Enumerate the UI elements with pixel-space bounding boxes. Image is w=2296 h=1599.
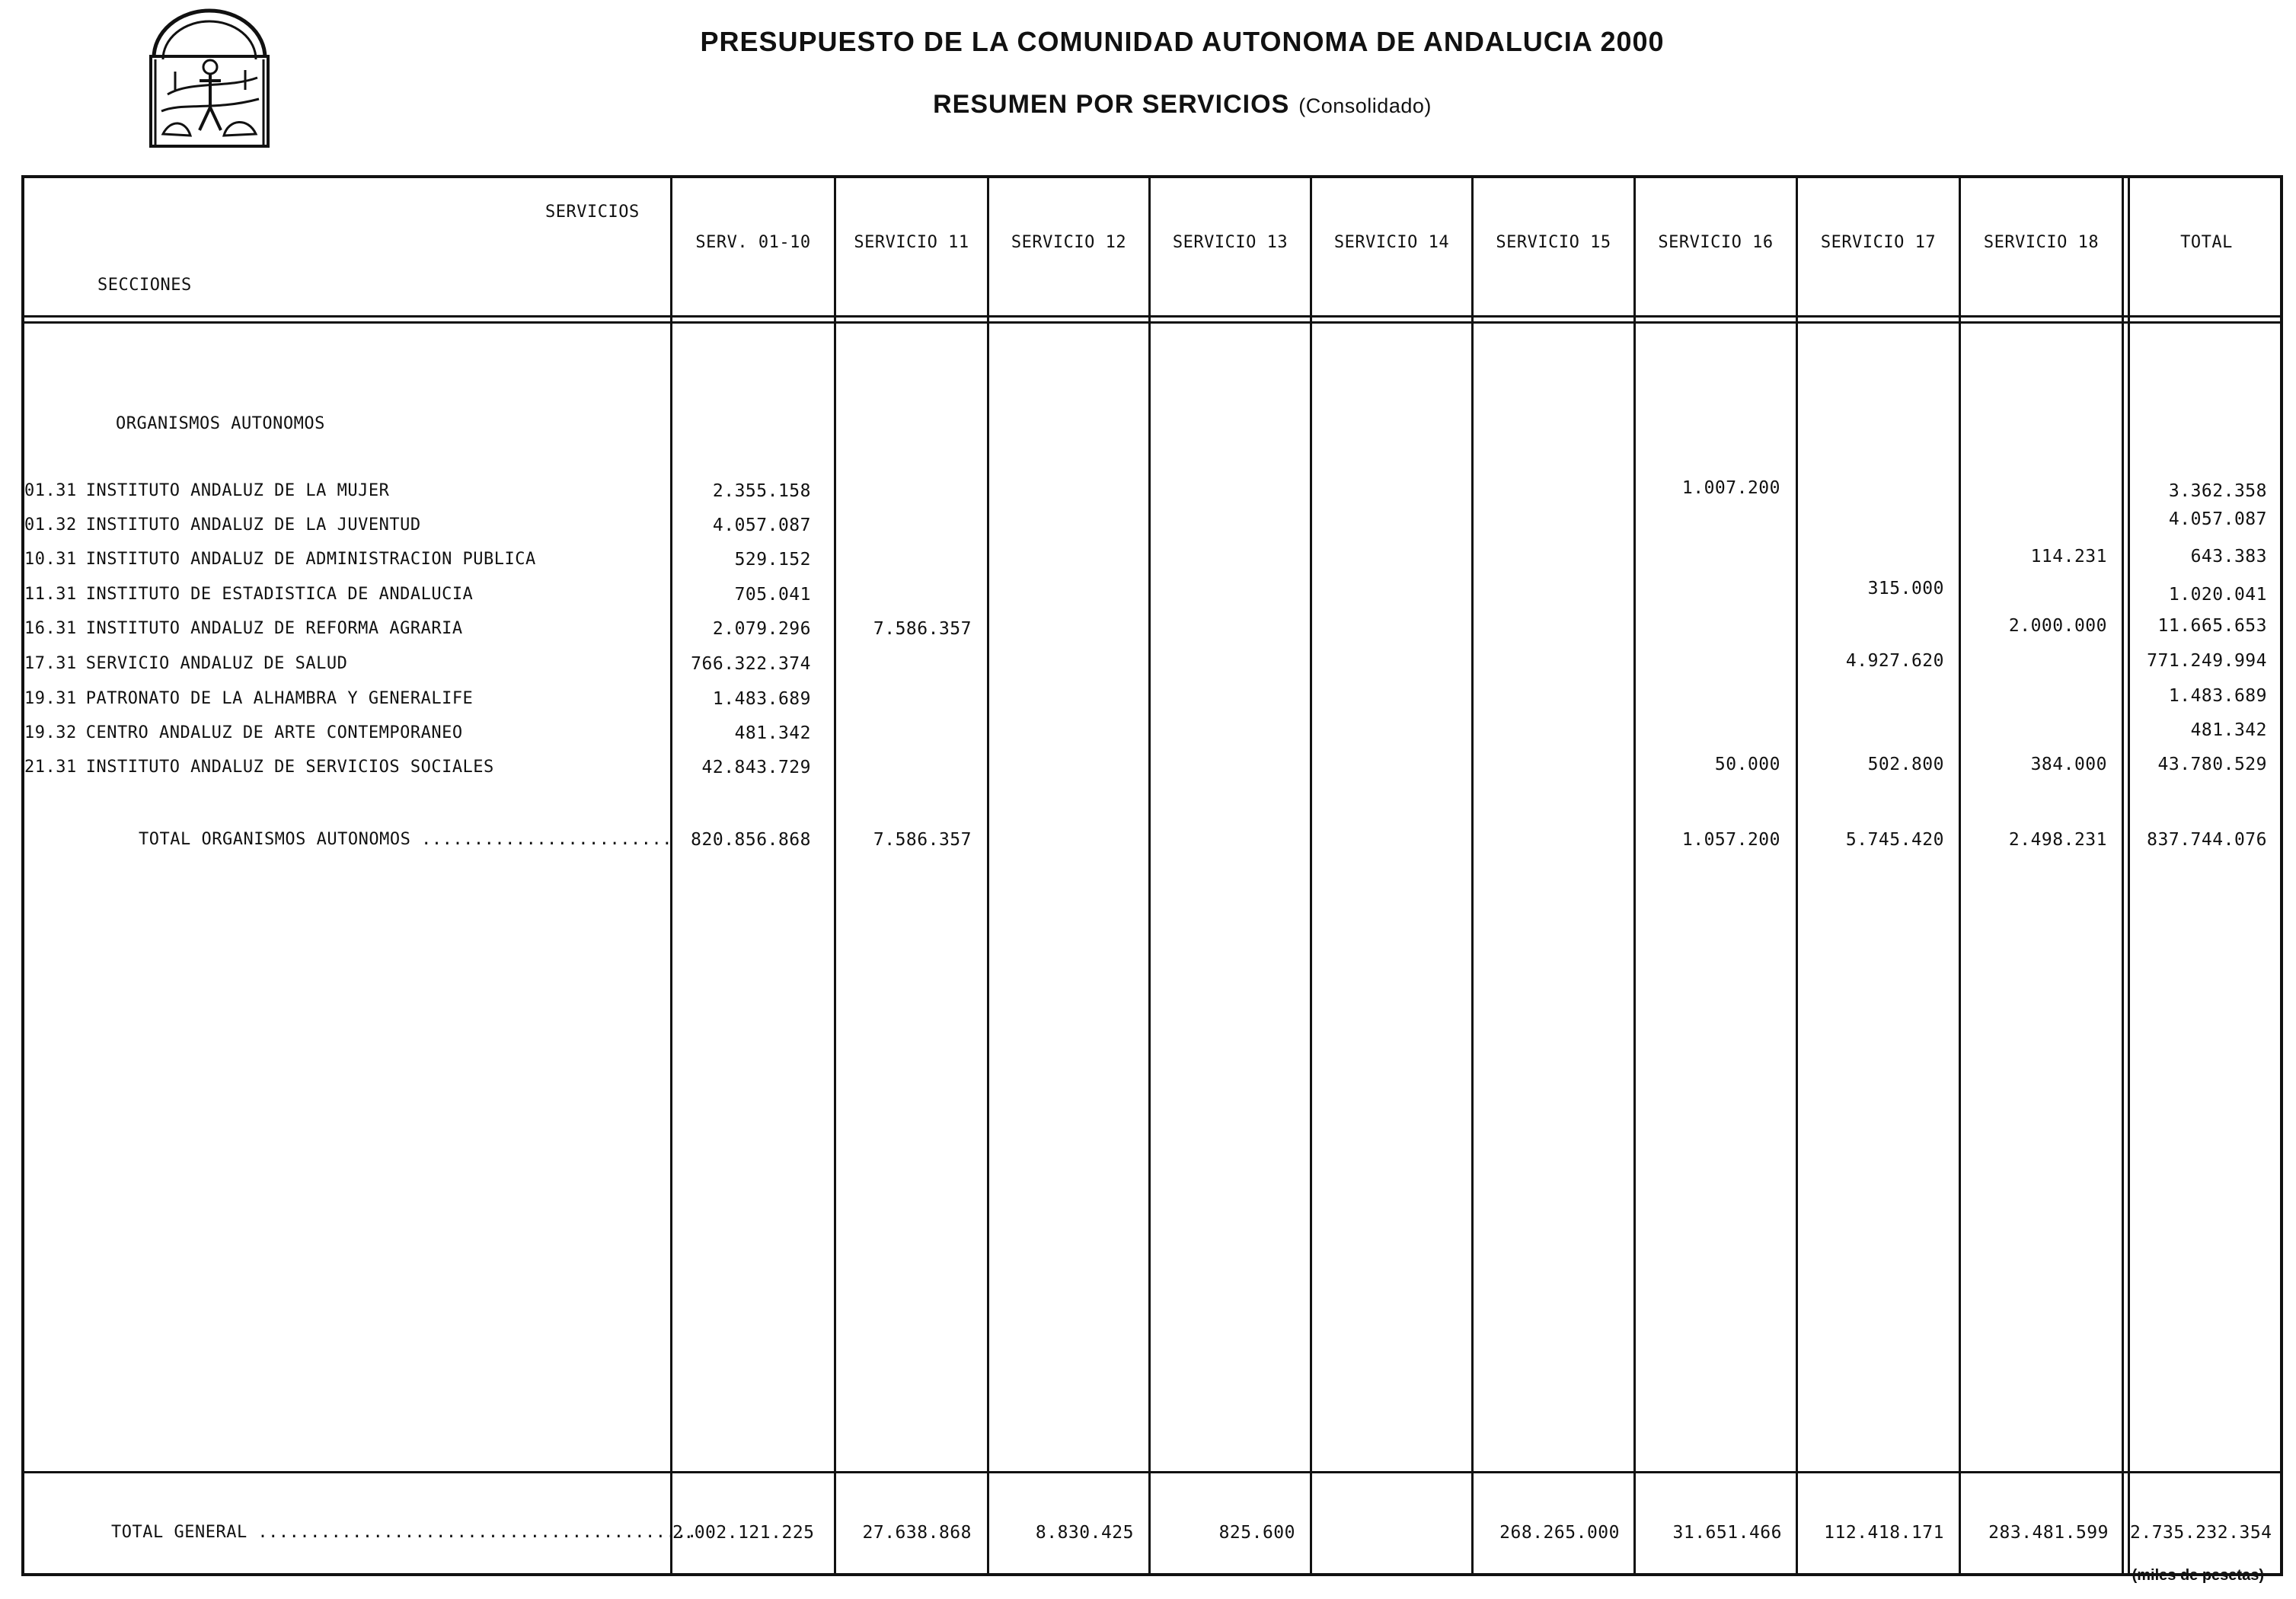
cell-value: 502.800 xyxy=(1867,755,1944,774)
row-code: 17.31 xyxy=(24,654,77,673)
cell-value: 31.651.466 xyxy=(1672,1523,1782,1543)
row-name: INSTITUTO ANDALUZ DE LA JUVENTUD xyxy=(85,515,421,535)
row-label xyxy=(24,585,473,604)
cell-value: 2.079.296 xyxy=(712,619,811,639)
cell-value: 2.498.231 xyxy=(2008,830,2107,850)
table-row xyxy=(0,755,2296,788)
table-row xyxy=(0,686,2296,720)
grand-total-label: TOTAL GENERAL .......................................... xyxy=(111,1523,698,1542)
cell-value: 315.000 xyxy=(1867,579,1944,598)
subtitle-text: RESUMEN POR SERVICIOS xyxy=(933,90,1290,119)
column-header: SERVICIO 13 xyxy=(1172,233,1289,252)
col-divider xyxy=(834,175,836,1576)
row-name: INSTITUTO ANDALUZ DE LA MUJER xyxy=(85,481,390,500)
section-total-label: TOTAL ORGANISMOS AUTONOMOS ........................ xyxy=(139,830,673,849)
col-divider xyxy=(2122,175,2124,1576)
cell-value: 2.735.232.354 xyxy=(2130,1523,2272,1543)
table-row xyxy=(0,616,2296,649)
row-label xyxy=(24,723,463,742)
row-name: CENTRO ANDALUZ DE ARTE CONTEMPORANEO xyxy=(85,723,463,742)
cell-value: 114.231 xyxy=(2030,547,2107,567)
column-header: SERVICIO 16 xyxy=(1658,233,1774,252)
cell-value: 384.000 xyxy=(2030,755,2107,774)
row-code: 19.31 xyxy=(24,689,77,708)
cell-value: 825.600 xyxy=(1218,1523,1295,1543)
col-divider xyxy=(1796,175,1798,1576)
row-code: 01.32 xyxy=(24,515,77,535)
row-name: SERVICIO ANDALUZ DE SALUD xyxy=(85,654,348,673)
cell-value: 2.000.000 xyxy=(2008,616,2107,636)
column-header: SERVICIO 12 xyxy=(1011,233,1127,252)
section-total-row xyxy=(0,830,2296,860)
cell-value: 268.265.000 xyxy=(1499,1523,1620,1543)
column-header: TOTAL xyxy=(2180,233,2233,252)
total-rule xyxy=(21,1471,2283,1473)
cell-value: 4.057.087 xyxy=(2168,509,2267,529)
header-rule xyxy=(21,315,2283,318)
row-code: 19.32 xyxy=(24,723,77,742)
row-name: INSTITUTO ANDALUZ DE ADMINISTRACION PUBLICA xyxy=(85,550,536,569)
corner-label-secciones: SECCIONES xyxy=(97,276,192,295)
page-subtitle xyxy=(0,90,2296,120)
cell-value: 2.355.158 xyxy=(712,481,811,501)
row-label xyxy=(24,758,494,777)
cell-value: 112.418.171 xyxy=(1824,1523,1944,1543)
row-code: 16.31 xyxy=(24,619,77,638)
row-label xyxy=(24,654,347,673)
table-row xyxy=(0,651,2296,685)
table-row xyxy=(0,478,2296,512)
cell-value: 1.483.689 xyxy=(712,689,811,709)
col-divider xyxy=(987,175,989,1576)
table-row xyxy=(0,509,2296,546)
cell-value: 820.856.868 xyxy=(691,830,811,850)
cell-value: 283.481.599 xyxy=(1988,1523,2109,1543)
col-divider xyxy=(1959,175,1961,1576)
row-code: 01.31 xyxy=(24,481,77,500)
cell-value: 705.041 xyxy=(734,585,811,605)
col-divider xyxy=(1471,175,1474,1576)
grand-total-row xyxy=(0,1523,2296,1553)
column-header: SERVICIO 18 xyxy=(1983,233,2100,252)
corner-label-servicios: SERVICIOS xyxy=(545,203,640,222)
subtitle-note: (Consolidado) xyxy=(1298,94,1432,117)
row-code: 21.31 xyxy=(24,758,77,777)
column-header: SERVICIO 17 xyxy=(1820,233,1937,252)
cell-value: 771.249.994 xyxy=(2147,651,2267,671)
row-label xyxy=(24,550,536,569)
row-name: INSTITUTO ANDALUZ DE SERVICIOS SOCIALES xyxy=(85,758,494,777)
col-divider xyxy=(2128,175,2130,1576)
row-code: 10.31 xyxy=(24,550,77,569)
cell-value: 42.843.729 xyxy=(701,758,811,777)
page-title: PRESUPUESTO DE LA COMUNIDAD AUTONOMA DE ANDALUCIA 2000 xyxy=(700,26,1665,57)
cell-value: 1.007.200 xyxy=(1681,478,1780,498)
row-code: 11.31 xyxy=(24,585,77,604)
cell-value: 1.483.689 xyxy=(2168,686,2267,706)
cell-value: 27.638.868 xyxy=(862,1523,972,1543)
row-name: PATRONATO DE LA ALHAMBRA Y GENERALIFE xyxy=(85,689,474,708)
cell-value: 4.057.087 xyxy=(712,515,811,535)
cell-value: 7.586.357 xyxy=(873,619,972,639)
cell-value: 43.780.529 xyxy=(2157,755,2267,774)
col-divider xyxy=(1633,175,1636,1576)
column-header: SERVICIO 11 xyxy=(854,233,969,252)
cell-value: 529.152 xyxy=(734,550,811,570)
col-divider xyxy=(1148,175,1151,1576)
cell-value: 50.000 xyxy=(1714,755,1780,774)
cell-value: 5.745.420 xyxy=(1845,830,1944,850)
units-note: (miles de pesetas) xyxy=(2132,1567,2264,1584)
table-row xyxy=(0,720,2296,754)
header-rule-2 xyxy=(21,321,2283,324)
cell-value: 766.322.374 xyxy=(691,654,811,674)
cell-value: 1.020.041 xyxy=(2168,585,2267,605)
cell-value: 837.744.076 xyxy=(2147,830,2267,850)
cell-value: 4.927.620 xyxy=(1845,651,1944,671)
table-row xyxy=(0,579,2296,615)
row-label xyxy=(24,689,473,708)
row-label xyxy=(24,481,389,500)
column-header: SERVICIO 15 xyxy=(1496,233,1611,252)
cell-value: 1.057.200 xyxy=(1681,830,1780,850)
cell-value: 2.002.121.225 xyxy=(672,1523,815,1543)
column-header: SERV. 01-10 xyxy=(695,233,811,252)
row-name: INSTITUTO ANDALUZ DE REFORMA AGRARIA xyxy=(85,619,463,638)
cell-value: 11.665.653 xyxy=(2157,616,2267,636)
cell-value: 8.830.425 xyxy=(1035,1523,1134,1543)
section-label: ORGANISMOS AUTONOMOS xyxy=(116,414,325,433)
cell-value: 3.362.358 xyxy=(2168,481,2267,501)
column-header: SERVICIO 14 xyxy=(1333,233,1450,252)
row-name: INSTITUTO DE ESTADISTICA DE ANDALUCIA xyxy=(85,585,474,604)
row-label xyxy=(24,619,463,638)
col-divider xyxy=(670,175,672,1576)
cell-value: 7.586.357 xyxy=(873,830,972,850)
table-frame xyxy=(21,175,2283,1576)
table-row xyxy=(0,547,2296,580)
row-label xyxy=(24,515,421,535)
cell-value: 481.342 xyxy=(2190,720,2267,740)
cell-value: 481.342 xyxy=(734,723,811,743)
cell-value: 643.383 xyxy=(2190,547,2267,567)
col-divider xyxy=(1310,175,1312,1576)
